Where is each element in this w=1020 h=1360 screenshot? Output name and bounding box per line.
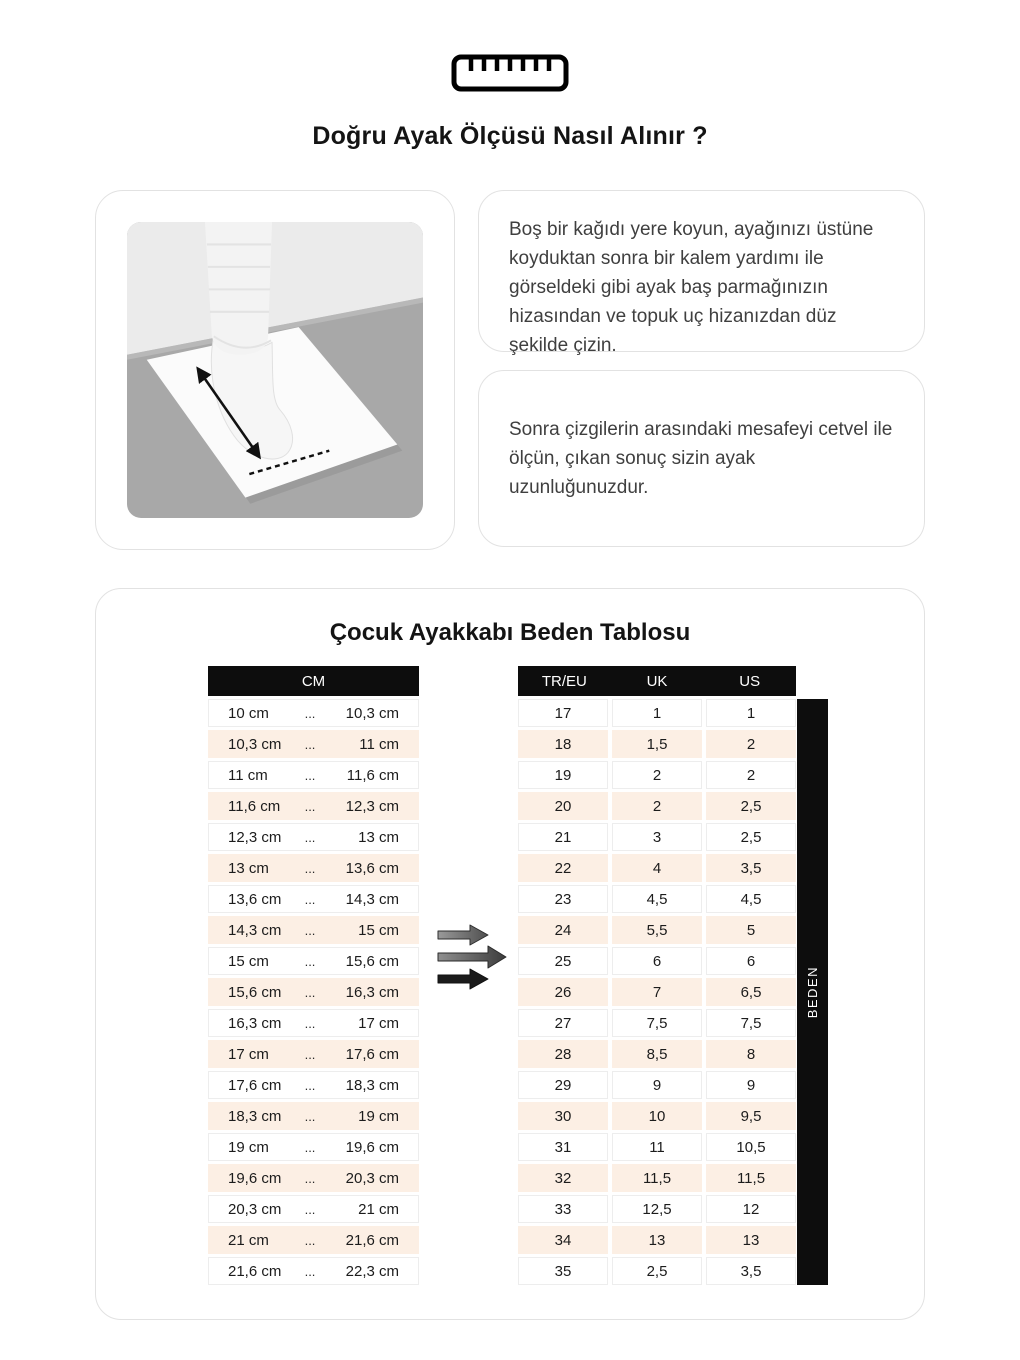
header-us: US [739, 672, 761, 690]
range-dots: ... [304, 705, 316, 721]
size-cell: 28 [518, 1040, 608, 1068]
instruction-texts [478, 190, 925, 550]
header-tr-eu: TR/EU [541, 672, 587, 690]
size-cell: 24 [518, 916, 608, 944]
size-cell: 27 [518, 1009, 608, 1037]
cm-range-table [208, 666, 419, 1288]
header-uk: UK [646, 672, 668, 690]
cm-table-header [208, 666, 419, 696]
cm-to-value: 15,6 cm [345, 952, 399, 970]
size-cell: 12,5 [612, 1195, 702, 1223]
instruction-step2-text: Sonra çizgilerin arasındaki mesafeyi cetvel ile ölçün, çıkan sonuç sizin ayak uzunluğunuzdur. [509, 419, 893, 498]
size-cell: 11,5 [612, 1164, 702, 1192]
size-cell: 4,5 [612, 885, 702, 913]
cm-table-row [208, 885, 419, 913]
cm-from-value: 11 cm [228, 766, 268, 784]
cm-table-row [208, 1257, 419, 1285]
cm-to-value: 19,6 cm [345, 1138, 399, 1156]
size-table-row [518, 916, 796, 944]
size-table-row [518, 730, 796, 758]
size-cell: 29 [518, 1071, 608, 1099]
size-table-row [518, 854, 796, 882]
cm-from-value: 15 cm [228, 952, 269, 970]
cm-to-value: 16,3 cm [345, 983, 399, 1001]
size-cell: 3 [612, 823, 702, 851]
cm-table-row [208, 1071, 419, 1099]
cm-from-value: 21 cm [228, 1231, 269, 1249]
size-cell: 30 [518, 1102, 608, 1130]
cm-table-row [208, 1226, 419, 1254]
size-cell: 4 [612, 854, 702, 882]
size-cell: 9,5 [706, 1102, 796, 1130]
size-cell: 2,5 [706, 823, 796, 851]
cm-header-label: CM [301, 672, 326, 690]
range-dots: ... [304, 860, 316, 876]
size-cell: 19 [518, 761, 608, 789]
instruction-step1-card [478, 190, 925, 356]
cm-from-value: 17 cm [228, 1045, 269, 1063]
size-cell: 6 [612, 947, 702, 975]
size-table-row [518, 1195, 796, 1223]
size-cell: 9 [612, 1071, 702, 1099]
cm-from-value: 19,6 cm [228, 1169, 282, 1187]
size-cell: 6,5 [706, 978, 796, 1006]
cm-table-row [208, 699, 419, 727]
range-dots: ... [304, 736, 316, 752]
size-cell: 11,5 [706, 1164, 796, 1192]
cm-to-value: 13 cm [358, 828, 399, 846]
cm-from-value: 19 cm [228, 1138, 269, 1156]
size-cell: 1,5 [612, 730, 702, 758]
size-cell: 4,5 [706, 885, 796, 913]
size-table-row [518, 1102, 796, 1130]
cm-to-value: 21 cm [358, 1200, 399, 1218]
cm-from-value: 10 cm [228, 704, 269, 722]
size-cell: 1 [612, 699, 702, 727]
size-table-row [518, 792, 796, 820]
size-table-row [518, 699, 796, 727]
range-dots: ... [304, 1201, 316, 1217]
size-cell: 33 [518, 1195, 608, 1223]
size-cell: 10 [612, 1102, 702, 1130]
range-dots: ... [304, 1139, 316, 1155]
range-dots: ... [304, 829, 316, 845]
size-cell: 18 [518, 730, 608, 758]
size-table-row [518, 761, 796, 789]
size-table-row [518, 1009, 796, 1037]
range-dots: ... [304, 1170, 316, 1186]
cm-table-row [208, 823, 419, 851]
size-cell: 20 [518, 792, 608, 820]
cm-table-row [208, 916, 419, 944]
cm-table-row [208, 1009, 419, 1037]
cm-to-value: 22,3 cm [345, 1262, 399, 1280]
cm-from-value: 20,3 cm [228, 1200, 282, 1218]
cm-table-row [208, 761, 419, 789]
cm-to-value: 17,6 cm [345, 1045, 399, 1063]
range-dots: ... [304, 1263, 316, 1279]
transfer-arrows-icon [436, 919, 508, 991]
cm-table-row [208, 792, 419, 820]
cm-from-value: 10,3 cm [228, 735, 282, 753]
size-cell: 8 [706, 1040, 796, 1068]
cm-from-value: 12,3 cm [228, 828, 282, 846]
size-cell: 3,5 [706, 1257, 796, 1285]
cm-from-value: 17,6 cm [228, 1076, 282, 1094]
beden-side-bar [797, 699, 828, 1285]
range-dots: ... [304, 1077, 316, 1093]
cm-from-value: 14,3 cm [228, 921, 282, 939]
size-cell: 2,5 [612, 1257, 702, 1285]
size-cell: 6 [706, 947, 796, 975]
cm-table-row [208, 730, 419, 758]
size-table-row [518, 1164, 796, 1192]
cm-table-body [208, 699, 419, 1285]
cm-to-value: 11 cm [359, 735, 399, 753]
size-cell: 7,5 [706, 1009, 796, 1037]
beden-side-label: BEDEN [805, 965, 820, 1019]
cm-to-value: 13,6 cm [345, 859, 399, 877]
size-cell: 5,5 [612, 916, 702, 944]
size-cell: 25 [518, 947, 608, 975]
size-cell: 1 [706, 699, 796, 727]
cm-from-value: 16,3 cm [228, 1014, 282, 1032]
size-cell: 2 [612, 792, 702, 820]
foot-measure-photo [127, 222, 423, 518]
instructions-section [95, 190, 925, 550]
cm-to-value: 18,3 cm [345, 1076, 399, 1094]
range-dots: ... [304, 798, 316, 814]
cm-to-value: 12,3 cm [345, 797, 399, 815]
size-cell: 31 [518, 1133, 608, 1161]
size-cell: 13 [706, 1226, 796, 1254]
size-cell: 32 [518, 1164, 608, 1192]
size-cell: 2,5 [706, 792, 796, 820]
range-dots: ... [304, 984, 316, 1000]
size-cell: 13 [612, 1226, 702, 1254]
cm-from-value: 15,6 cm [228, 983, 282, 1001]
foot-measure-photo-card [95, 190, 455, 550]
range-dots: ... [304, 1108, 316, 1124]
cm-from-value: 11,6 cm [228, 797, 281, 815]
cm-table-row [208, 854, 419, 882]
instruction-step1-text: Boş bir kağıdı yere koyun, ayağınızı üstüne koyduktan sonra bir kalem yardımı ile görseldeki gibi ayak baş parmağınızın hizasından ve topuk uç hizanızdan düz şekilde çizin. [509, 219, 874, 356]
size-table-row [518, 1071, 796, 1099]
size-cell: 26 [518, 978, 608, 1006]
size-table-title: Çocuk Ayakkabı Beden Tablosu [329, 619, 691, 646]
range-dots: ... [304, 1015, 316, 1031]
cm-to-value: 19 cm [358, 1107, 399, 1125]
size-cell: 12 [706, 1195, 796, 1223]
size-cell: 23 [518, 885, 608, 913]
size-cell: 2 [706, 761, 796, 789]
size-table-row [518, 1133, 796, 1161]
range-dots: ... [304, 767, 316, 783]
size-table-row [518, 823, 796, 851]
cm-table-row [208, 1102, 419, 1130]
size-conversion-table [518, 666, 796, 1288]
cm-from-value: 13 cm [228, 859, 269, 877]
size-table-row [518, 978, 796, 1006]
cm-to-value: 17 cm [358, 1014, 399, 1032]
instruction-step2-card [478, 370, 925, 547]
cm-to-value: 14,3 cm [345, 890, 399, 908]
cm-to-value: 15 cm [358, 921, 399, 939]
cm-table-row [208, 1040, 419, 1068]
size-cell: 8,5 [612, 1040, 702, 1068]
cm-table-row [208, 1133, 419, 1161]
size-cell: 22 [518, 854, 608, 882]
range-dots: ... [304, 1232, 316, 1248]
cm-from-value: 21,6 cm [228, 1262, 282, 1280]
cm-table-row [208, 978, 419, 1006]
size-table-row [518, 1040, 796, 1068]
cm-to-value: 20,3 cm [345, 1169, 399, 1187]
size-table-header [518, 666, 796, 696]
size-table-body [518, 699, 796, 1285]
size-table-row [518, 1226, 796, 1254]
cm-to-value: 11,6 cm [346, 766, 399, 784]
ruler-icon [451, 54, 569, 92]
size-cell: 7 [612, 978, 702, 1006]
range-dots: ... [304, 891, 316, 907]
range-dots: ... [304, 1046, 316, 1062]
range-dots: ... [304, 953, 316, 969]
cm-table-row [208, 1164, 419, 1192]
size-cell: 5 [706, 916, 796, 944]
size-cell: 3,5 [706, 854, 796, 882]
range-dots: ... [304, 922, 316, 938]
size-cell: 17 [518, 699, 608, 727]
cm-from-value: 18,3 cm [228, 1107, 282, 1125]
size-cell: 9 [706, 1071, 796, 1099]
size-cell: 11 [612, 1133, 702, 1161]
size-cell: 21 [518, 823, 608, 851]
size-cell: 34 [518, 1226, 608, 1254]
size-table-row [518, 947, 796, 975]
page-title: Doğru Ayak Ölçüsü Nasıl Alınır ? [312, 122, 708, 150]
size-table-row [518, 885, 796, 913]
size-cell: 10,5 [706, 1133, 796, 1161]
cm-table-row [208, 947, 419, 975]
cm-to-value: 21,6 cm [345, 1231, 399, 1249]
size-cell: 2 [612, 761, 702, 789]
size-table-card [95, 588, 925, 1320]
size-cell: 2 [706, 730, 796, 758]
size-table-row [518, 1257, 796, 1285]
size-cell: 35 [518, 1257, 608, 1285]
cm-to-value: 10,3 cm [345, 704, 399, 722]
cm-table-row [208, 1195, 419, 1223]
size-cell: 7,5 [612, 1009, 702, 1037]
cm-from-value: 13,6 cm [228, 890, 282, 908]
